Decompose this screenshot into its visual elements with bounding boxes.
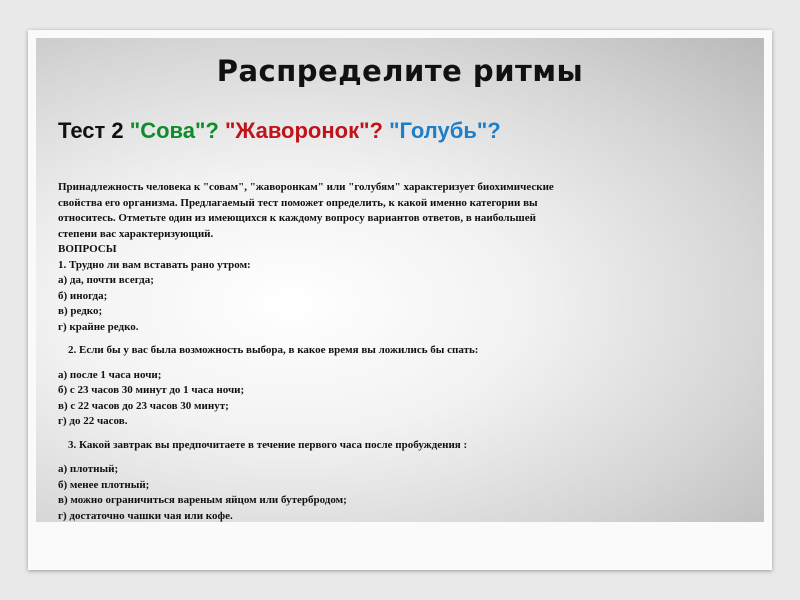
subtitle-owl: "Сова"?: [129, 118, 219, 143]
answer-option: б) с 23 часов 30 минут до 1 часа ночи;: [58, 384, 245, 396]
answer-option: в) можно ограничиться вареным яйцом или бутербродом;: [58, 494, 347, 506]
answer-option: а) после 1 часа ночи;: [58, 368, 162, 381]
question-2: 2. Если бы у вас была возможность выбора, в какое время вы ложились бы спать:: [68, 344, 479, 356]
intro-line: свойства его организма. Предлагаемый тест поможет определить, к какой именно категории вы: [58, 196, 538, 209]
answer-option: г) крайне редко.: [58, 320, 139, 333]
answer-option: б) менее плотный;: [58, 478, 150, 491]
answer-option: в) с 22 часов до 23 часов 30 минут;: [58, 399, 229, 412]
slide-subtitle: [58, 118, 501, 144]
questions-heading: ВОПРОСЫ: [58, 243, 117, 255]
question-3: 3. Какой завтрак вы предпочитаете в течение первого часа после пробуждения :: [68, 438, 468, 451]
subtitle-lark: "Жаворонок"?: [225, 118, 383, 143]
answer-option: г) до 22 часов.: [58, 415, 128, 427]
intro-line: Принадлежность человека к "совам", "жаворонкам" или "голубям" характеризует биохимические: [58, 181, 554, 193]
answer-option: а) плотный;: [58, 463, 119, 475]
intro-line: относитесь. Отметьте один из имеющихся к каждому вопросу вариантов ответов, в наибольшей: [58, 212, 536, 224]
answer-option: б) иногда;: [58, 289, 108, 302]
subtitle-prefix: Тест 2: [58, 118, 130, 143]
subtitle-dove: "Голубь"?: [389, 118, 501, 143]
slide: [36, 38, 764, 522]
answer-option: г) достаточно чашки чая или кофе.: [58, 509, 233, 522]
answer-option: а) да, почти всегда;: [58, 274, 154, 286]
intro-line: степени вас характеризующий.: [58, 227, 214, 240]
test-body: [58, 180, 748, 522]
question-1: 1. Трудно ли вам вставать рано утром:: [58, 258, 251, 271]
slide-title: Распределите ритмы: [216, 54, 584, 88]
answer-option: в) редко;: [58, 305, 103, 317]
